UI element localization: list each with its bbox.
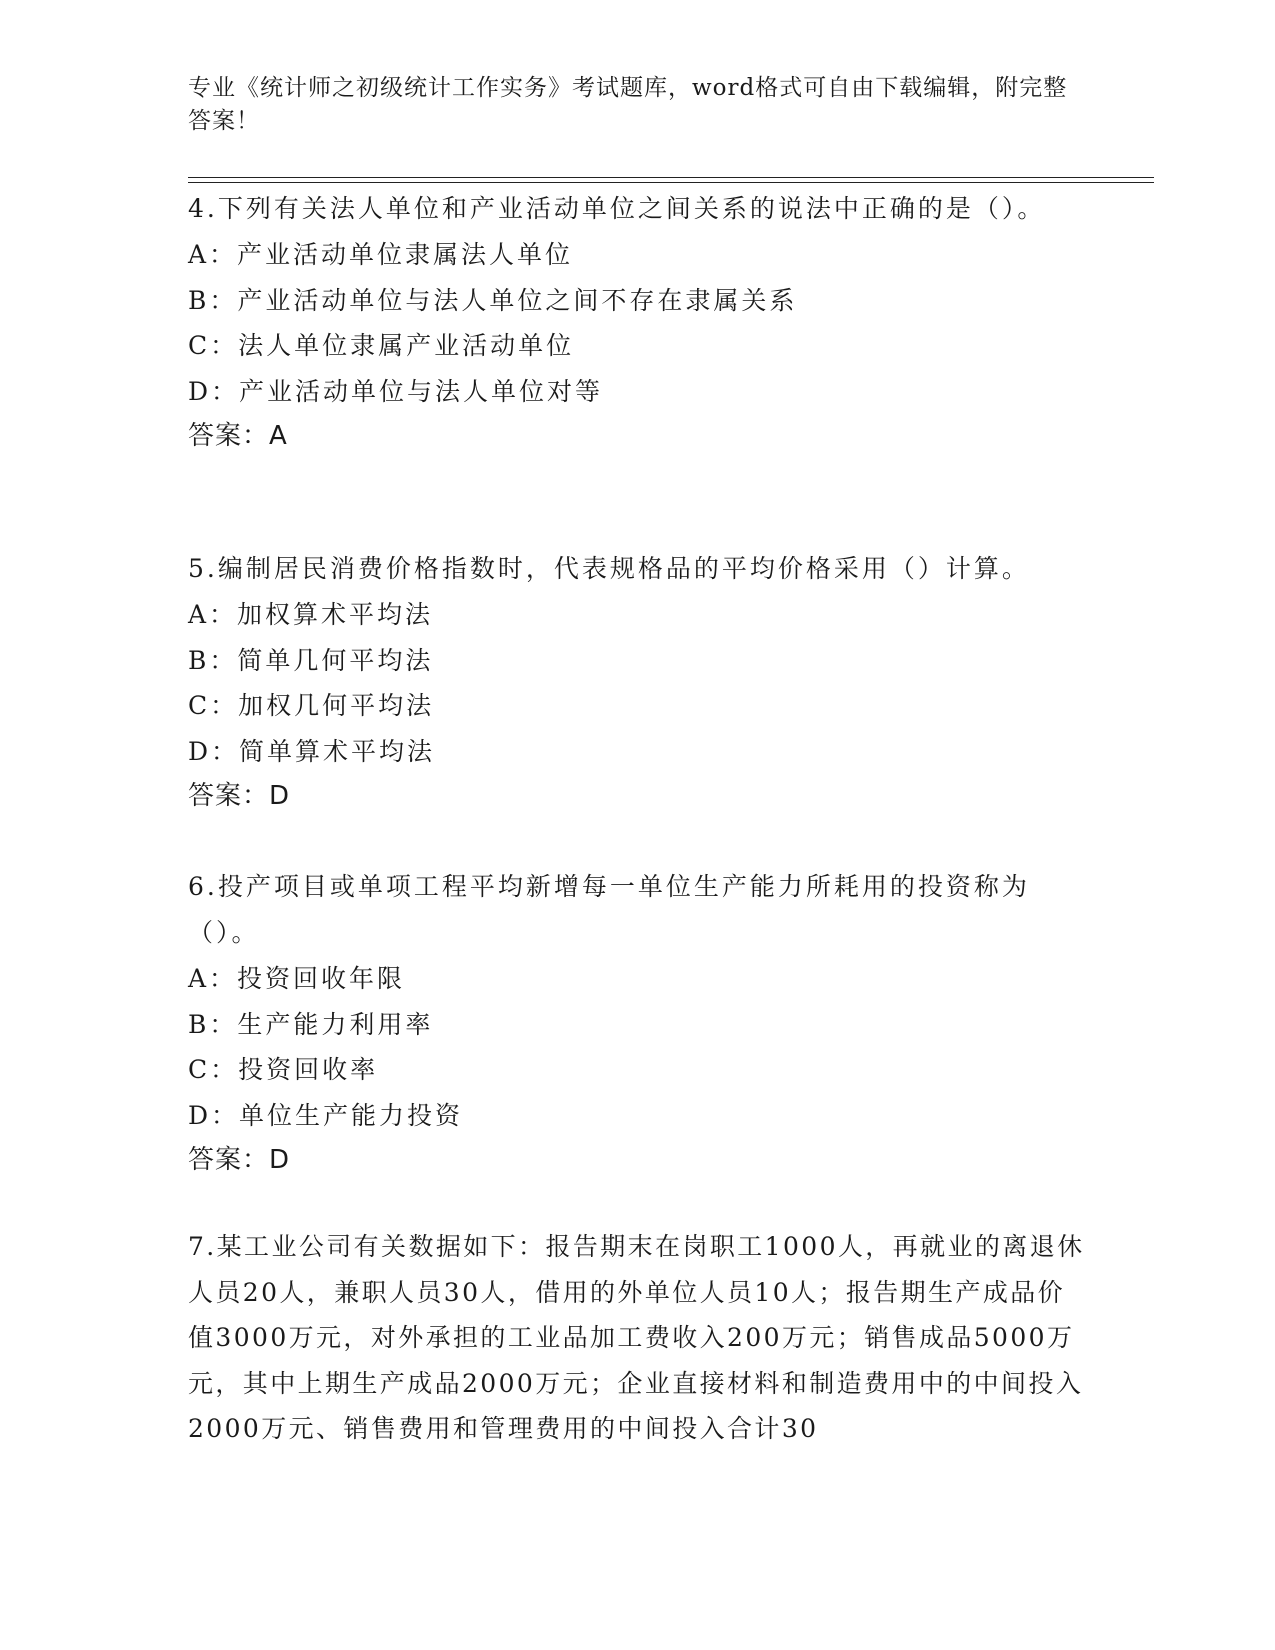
question-stem: 7.某工业公司有关数据如下：报告期末在岗职工1000人，再就业的离退休人员20人，兼职人员30人，借用的外单位人员10人；报告期生产成品价值3000万元，对外承担的工业品加工费收入200万元；销售成品5000万元，其中上期生产成品2000万元；企业直接材料和制造费用中的中间投入2000万元、销售费用和管理费用的中间投入合计30 — [188, 1232, 1085, 1443]
answer: 答案：D — [188, 1145, 291, 1175]
option-c: C：投资回收率 — [188, 1055, 379, 1084]
question-stem: 6.投产项目或单项工程平均新增每一单位生产能力所耗用的投资称为（）。 — [188, 872, 1030, 947]
option-c: C：加权几何平均法 — [188, 691, 435, 720]
option-b: B：简单几何平均法 — [188, 645, 434, 675]
option-d: D：简单算术平均法 — [188, 736, 436, 766]
option-d: D：单位生产能力投资 — [188, 1100, 464, 1130]
option-c: C：法人单位隶属产业活动单位 — [188, 331, 575, 360]
answer: 答案：A — [188, 421, 288, 451]
option-a: A：加权算术平均法 — [188, 600, 434, 629]
question-stem: 4.下列有关法人单位和产业活动单位之间关系的说法中正确的是（）。 — [188, 194, 1046, 223]
option-a: A：产业活动单位隶属法人单位 — [188, 240, 574, 269]
header-divider-top — [188, 177, 1154, 178]
question-7 — [188, 1224, 1088, 1452]
option-b: B：生产能力利用率 — [188, 1009, 434, 1039]
document-header: 专业《统计师之初级统计工作实务》考试题库，word格式可自由下载编辑，附完整答案！ — [188, 75, 1068, 134]
question-stem: 5.编制居民消费价格指数时，代表规格品的平均价格采用（）计算。 — [188, 554, 1030, 583]
question-4 — [188, 186, 1088, 459]
header-divider-bottom — [188, 182, 1154, 183]
option-a: A：投资回收年限 — [188, 964, 406, 993]
question-6 — [188, 864, 1088, 1183]
option-b: B：产业活动单位与法人单位之间不存在隶属关系 — [188, 285, 798, 315]
option-d: D：产业活动单位与法人单位对等 — [188, 376, 604, 406]
question-5 — [188, 546, 1088, 819]
answer: 答案：D — [188, 781, 291, 811]
